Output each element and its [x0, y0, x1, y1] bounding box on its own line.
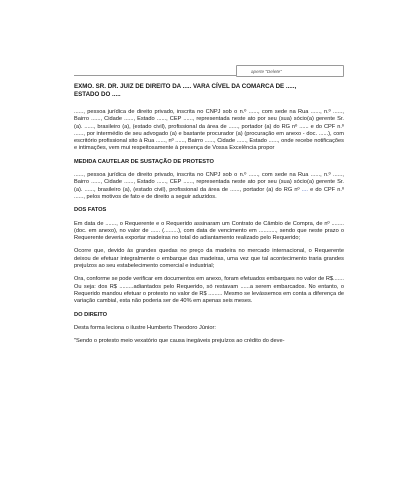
delete-hint-box: aperte "Delete"	[236, 65, 344, 77]
header-area	[74, 64, 344, 76]
direito-paragraph-2: "Sendo o protesto meio vexatório que causa inegáveis prejuízos ao crédito do deve-	[74, 338, 285, 345]
court-heading-line-1: EXMO. SR. DR. JUIZ DE DIREITO DA ..... VARA CÍVEL DA COMARCA DE .....,	[74, 83, 297, 90]
rg-link[interactable]: ....	[301, 186, 309, 193]
parties-text-2: e do CPF n.º ......, pelos motivos de fato e de direito a seguir aduzidos.	[74, 186, 345, 200]
parties-paragraph	[74, 172, 344, 201]
dos-fatos-title: DOS FATOS	[74, 207, 107, 214]
fatos-paragraph-2: Ocorre que, devido às grandes quedas no preço da madeira no mercado internacional, o Requerente deixou de efetuar integralmente o embarque das madeiras, uma vez que tal acontecimento traria grandes prejuízos ao seu estabelecimento comercial e industrial;	[74, 248, 344, 270]
fatos-paragraph-3: Ora, conforme se pode verificar em documentos em anexo, foram efetuados embarques no valor de R$....... Ou seja: dos R$ .........adiantados pelo Requerido, só restavam ......a serem embarcados. No entanto, o Requerido mandou efetuar o protesto no valor de R$ ......... Mesmo se levássemos em conta a diferença de variação cambial, esta não poderia ser de 40% em apenas seis meses.	[74, 276, 344, 305]
court-heading-line-2: ESTADO DO .....	[74, 91, 121, 98]
intro-paragraph: ......, pessoa jurídica de direito privado, inscrita no CNPJ sob o n.º ......, com sede na Rua ......, n.º ......, Bairro ......, Cidade ......, Estado ......, CEP ......, representada neste ato por seu (sua) sócio(a) gerente Sr. (a). ......, brasileiro (a), (estado civil), profissional da área de ......, portador (a) do RG nº ...... e do CPF n.º ......, por intermédio de seu advogado (a) e bastante procurador (a) (procuração em anexo - doc. ......), com escritório profissional sito à Rua ......, nº ......, Bairro ......, Cidade ......, Estado ......, onde recebe notificações e intimações, vem mui respeitosamente à presença de Vossa Excelência propor	[74, 109, 344, 152]
do-direito-title: DO DIREITO	[74, 311, 108, 318]
action-title: MEDIDA CAUTELAR DE SUSTAÇÃO DE PROTESTO	[74, 158, 214, 165]
court-heading	[74, 83, 344, 99]
fatos-paragraph-1: Em data de ......., o Requerente e o Requerido assinaram um Contrato de Câmbio de Compra, de nº ........(doc. em anexo), no valor de ...... (.........), com data de vencimento em ..........., sendo que neste prazo o Requerente deveria exportar madeiras no total do adiantamento realizado pelo Requerido;	[74, 220, 344, 242]
header-rule	[74, 75, 236, 76]
parties-text-1: ......, pessoa jurídica de direito privado, inscrita no CNPJ sob o n.º ......, com sede na Rua ......, n.º ......, Bairro ......, Cidade ......, Estado ......, CEP ......, representada neste ato por seu (sua) sócio(a) gerente Sr. (a). ......, brasileiro (a), (estado civil), profissional da área de ......, portador (a) do RG nº	[74, 172, 344, 193]
direito-paragraph-1: Desta forma leciona o ilustre Humberto Theodoro Júnior:	[74, 324, 216, 331]
document-body	[74, 83, 344, 351]
